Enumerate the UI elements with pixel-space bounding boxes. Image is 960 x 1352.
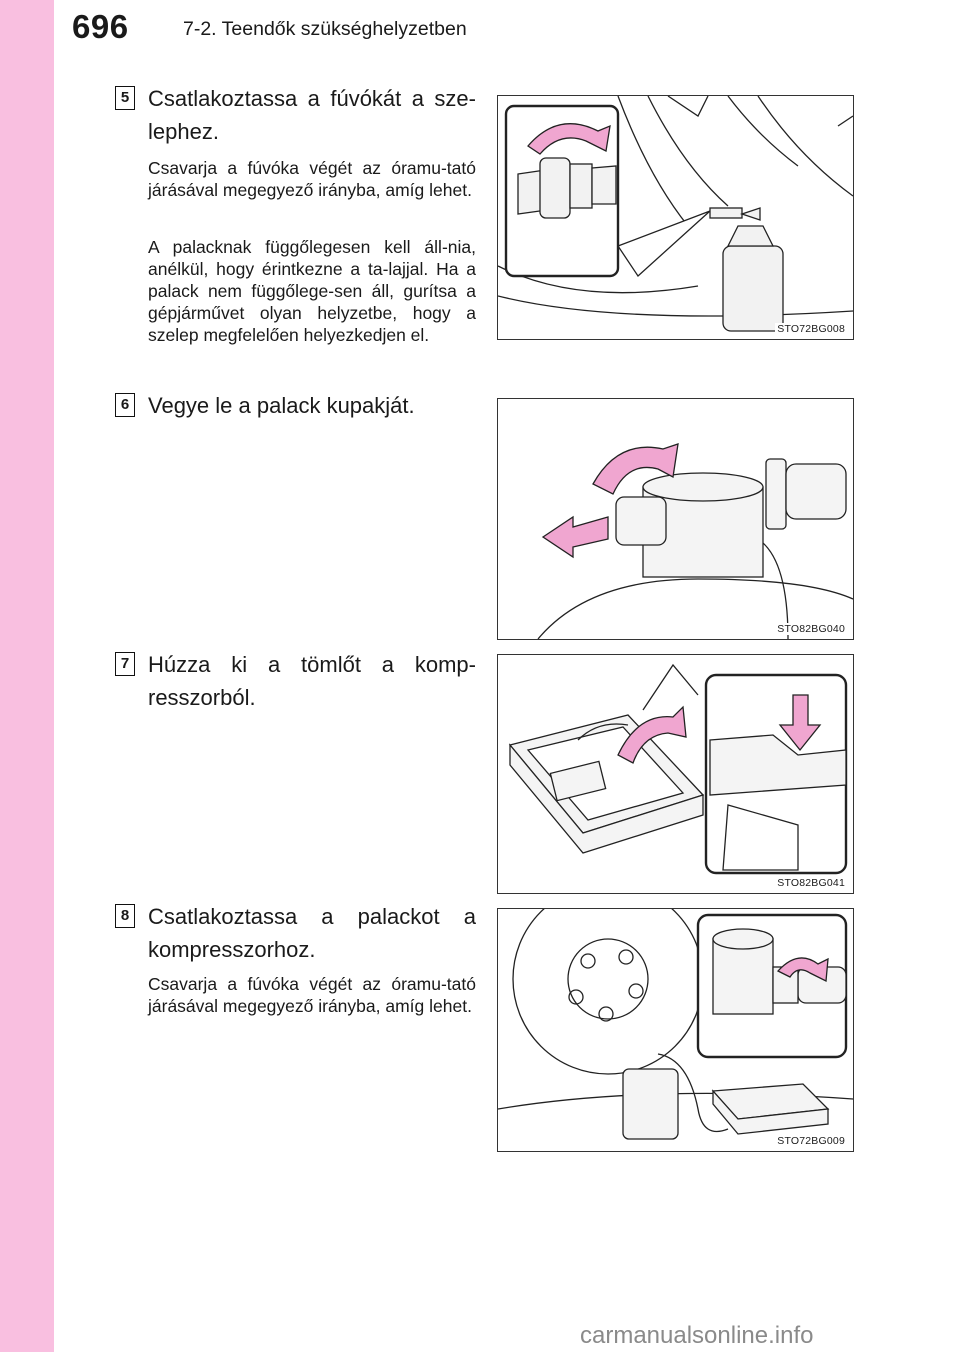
step-5-detail-1: Csavarja a fúvóka végét az óramu-tató járásával megegyező irányba, amíg lehet.: [148, 158, 476, 200]
chapter-color-bar: [0, 0, 54, 1352]
bottle-compressor-illustration: [498, 909, 853, 1151]
watermark: carmanualsonline.info: [580, 1322, 814, 1349]
nozzle-valve-illustration: [498, 96, 853, 339]
step-8-detail-1: Csavarja a fúvóka végét az óramu-tató járásával megegyező irányba, amíg lehet.: [148, 974, 476, 1016]
figure-code: STO72BG009: [777, 1135, 845, 1147]
bottle-cap-illustration: [498, 399, 853, 639]
step-7-heading: Húzza ki a tömlőt a komp-resszorból.: [148, 652, 476, 710]
step-5-heading: Csatlakoztassa a fúvókát a sze-lephez.: [148, 86, 476, 144]
figure-nozzle-to-valve: [497, 95, 854, 340]
figure-remove-bottle-cap: [497, 398, 854, 640]
figure-code: STO82BG041: [777, 877, 845, 889]
step-number-7: 7: [115, 652, 135, 676]
step-5-detail-2: A palacknak függőlegesen kell áll-nia, anélkül, hogy érintkezne a ta-lajjal. Ha a palack nem függőlege-sen áll, gurítsa a gépjárművet olyan helyzetbe, hogy a szelep megfelelően helyezkedjen el.: [148, 237, 476, 345]
figure-code: STO82BG040: [777, 623, 845, 635]
figure-code: STO72BG008: [777, 323, 845, 335]
step-6-heading: Vegye le a palack kupakját.: [148, 393, 415, 418]
step-number-6: 6: [115, 393, 135, 417]
figure-connect-bottle-compressor: [497, 908, 854, 1152]
page-number: 696: [72, 8, 129, 45]
figure-pull-hose: [497, 654, 854, 894]
step-8-heading: Csatlakoztassa a palackot a kompresszorhoz.: [148, 904, 476, 962]
step-number-8: 8: [115, 904, 135, 928]
compressor-hose-illustration: [498, 655, 853, 893]
section-title: 7-2. Teendők szükséghelyzetben: [183, 18, 467, 40]
step-number-5: 5: [115, 86, 135, 110]
